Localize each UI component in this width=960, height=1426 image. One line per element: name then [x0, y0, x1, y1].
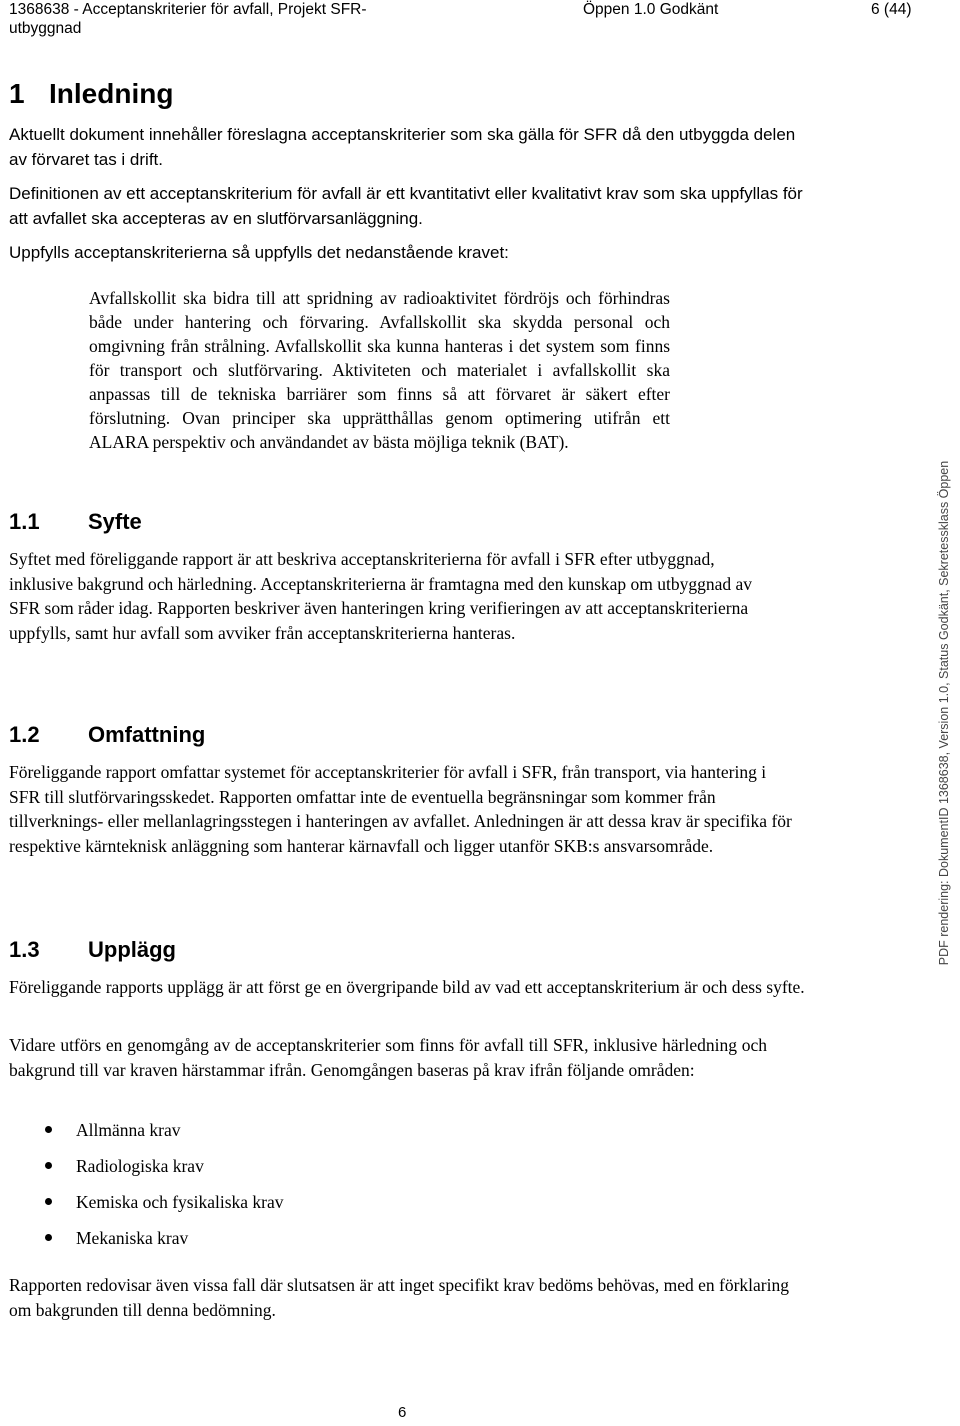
section-title: Upplägg [88, 937, 176, 962]
section-title: Syfte [88, 509, 142, 534]
structure-paragraph-3: Rapporten redovisar även vissa fall där slutsatsen är att inget specifikt krav bedöms behövas, med en förklaring om bakgrunden till denna bedömning. [9, 1275, 789, 1320]
list-item: Allmänna krav [9, 1116, 284, 1152]
structure-paragraph-1: Föreliggande rapports upplägg är att först ge en övergripande bild av vad ett acceptanskriterium är och dess syfte. [9, 977, 805, 997]
section-number: 1.1 [9, 509, 40, 534]
scope-paragraph: Föreliggande rapport omfattar systemet för acceptanskriterier för avfall i SFR, från transport, via hantering i SFR till slutförvaringsskedet. Rapporten omfattar inte de eventuella begränsningar som kommer från tillverknings- eller mellanlagringsstegen i hanteringen av avfallet. Anledningen är att dessa krav är specifika för respektive kärnteknisk anläggning som hanterar kärnavfall och ligger utanför SKB:s ansvarsområde. [9, 762, 792, 856]
section-number: 1.2 [9, 722, 40, 747]
doc-title: 1368638 - Acceptanskriterier för avfall, Projekt SFR-utbyggnad [9, 1, 367, 37]
section-1-2-heading [9, 722, 205, 748]
requirement-areas-list [9, 1116, 284, 1260]
section-title: Omfattning [88, 722, 206, 747]
intro-paragraph-1: Aktuellt dokument innehåller föreslagna acceptanskriterier som ska gälla för SFR då den utbyggda delen av förvaret tas i drift. [9, 125, 796, 169]
bullet-icon [45, 1126, 52, 1133]
bullet-icon [45, 1162, 52, 1169]
list-item: Kemiska och fysikaliska krav [9, 1188, 284, 1224]
side-rendering-note: PDF rendering: DokumentID 1368638, Version 1.0, Status Godkänt, Sekretessklass Öppen [937, 460, 951, 966]
list-item: Mekaniska krav [9, 1224, 284, 1260]
section-1-1-heading [9, 509, 142, 535]
page-number: 6 [398, 1404, 407, 1421]
section-title: Inledning [49, 78, 174, 109]
intro-paragraph-3: Uppfylls acceptanskriterierna så uppfylls det nedanstående kravet: [9, 243, 509, 262]
list-item: Radiologiska krav [9, 1152, 284, 1188]
section-1-heading [9, 78, 173, 110]
requirement-quote: Avfallskollit ska bidra till att spridning av radioaktivitet fördröjs och förhindras både under hantering och förvaring. Avfallskollit ska skydda personal och omgivning från strålning. Avfallskollit ska kunna hanteras i det system som finns för transport och slutförvaring. Aktiviteten och materialet i avfallskollit ska anpassas till de tekniska barriärer som finns så att förvaret är säkert efter förslutning. Ovan principer ska upprätthållas genom optimering utifrån ett ALARA perspektiv och användandet av bästa möjliga teknik (BAT). [89, 288, 670, 452]
bullet-icon [45, 1198, 52, 1205]
page-of: 6 (44) [871, 1, 912, 18]
purpose-paragraph: Syftet med föreliggande rapport är att beskriva acceptanskriterierna för avfall i SFR efter utbyggnad, inklusive bakgrund och härledning. Acceptanskriterierna är framtagna med den kunskap om utbyggnad av SFR som råder idag. Rapporten beskriver även hanteringen kring verifieringen av att acceptanskriterierna uppfylls, samt hur avfall som avviker från acceptanskriterierna hanteras. [9, 549, 753, 643]
doc-status: Öppen 1.0 Godkänt [583, 1, 719, 18]
structure-paragraph-2: Vidare utförs en genomgång av de acceptanskriterier som finns för avfall till SFR, inklusive härledning och bakgrund till var kraven härstammar ifrån. Genomgången baseras på krav ifrån följande områden: [9, 1035, 767, 1080]
intro-paragraph-2: Definitionen av ett acceptanskriterium för avfall är ett kvantitativt eller kvalitativt krav som ska uppfyllas för att avfallet ska accepteras av en slutförvarsanläggning. [9, 184, 803, 228]
section-number: 1.3 [9, 937, 40, 962]
section-number: 1 [9, 78, 25, 109]
bullet-icon [45, 1234, 52, 1241]
section-1-3-heading [9, 937, 176, 963]
